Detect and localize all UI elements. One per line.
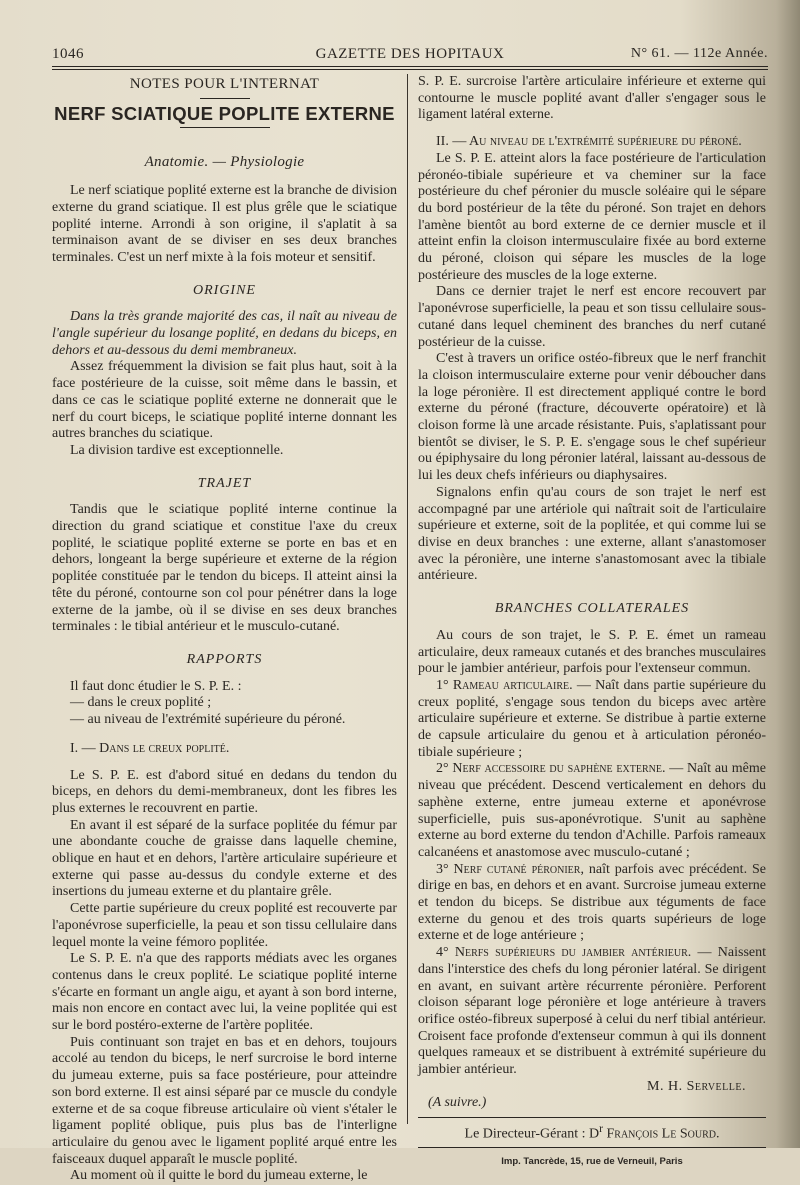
header-rule-top xyxy=(52,66,768,67)
to-be-continued: (A suivre.) xyxy=(428,1095,487,1111)
section-rapports: RAPPORTS xyxy=(186,651,263,667)
title-rule xyxy=(200,98,250,99)
header-rule-bottom xyxy=(52,69,768,70)
director-line xyxy=(418,1121,766,1143)
paragraph-intro: Le nerf sciatique poplité externe est la branche de division externe du grand sciatique. Il est plus grêle que le sciatique poplité interne. Arrondi à son origine, il s'aplatit à sa terminaison avant de se diviser en ses deux branches terminales. C'est un nerf mixte à la fois moteur et sensitif. xyxy=(52,183,397,265)
director-name: François Le Sourd. xyxy=(606,1126,720,1142)
branch-3-text: naît parfois avec précédent. Se dirige en bas, en dehors et en avant. Surcroise jumeau externe et tendon du biceps. Se distribue aux téguments de face externe du genou et des trois quarts supérieurs de loge externe et de loge antérieure ; xyxy=(418,861,766,944)
director-prefix: Le Directeur-Gérant : D xyxy=(464,1126,600,1142)
paragraph-branch-2 xyxy=(418,761,766,861)
right-column xyxy=(418,74,766,1170)
section-anatomie: Anatomie. — Physiologie xyxy=(144,154,305,171)
paragraph-creux-2: En avant il est séparé de la surface poplitée du fémur par une abondante couche de graisse dans laquelle chemine, oblique en haut et en dehors, l'artère articulaire supérieure et externe qui passe au-dessus du condyle externe et des insertions du jumeau externe et du plantaire grêle. xyxy=(52,817,397,900)
branch-2-heading: 2° Nerf accessoire du saphène externe. xyxy=(436,761,666,777)
paragraph-branch-4 xyxy=(418,945,766,1079)
paragraph-rapports-1: Il faut donc étudier le S. P. E. : xyxy=(70,678,242,694)
section-branches-collaterales: BRANCHES COLLATERALES xyxy=(494,601,690,617)
paragraph-perone-4: Signalons enfin qu'au cours de son trajet le nerf est accompagné par une artériole qui naîtrait soit de l'articulaire supérieure et externe, soit de la poplitée, et qui comme lui se divise en deux branches : une externe, allant s'anastomoser avec la péronière, une interne s'anastomosant avec la tibiale antérieure. xyxy=(418,484,766,584)
paragraph-origine-2: Assez fréquemment la division se fait plus haut, soit à la face postérieure de la cuisse, soit même dans le bassin, et dans ce cas le sciatique poplité externe ne donnerait que le nerf du court biceps, le sciatique poplité interne donnant les autres branches du sciatique. xyxy=(52,359,397,442)
left-column xyxy=(52,74,397,1185)
paragraph-perone-3: C'est à travers un orifice ostéo-fibreux que le nerf franchit la cloison intermusculaire externe pour venir déboucher dans la loge péronière. Il est directement appliqué contre le bord externe du péroné (fracture, découverte opératoire) et là cloison forme là une arcade résistante. Puis, s'aplatissant pour bientôt se diviser, le S. P. E. s'engage sous le chef supérieur ou épiphysaire du long péronier latéral, laissant au-dessous de lui les deux chefs inférieurs ou diaphysaires. xyxy=(418,351,766,484)
branch-1-text: — Naît dans partie supérieure du creux poplité, s'engage sous tendon du biceps avec artère articulaire supérieure et externe. Se distribue à partie externe de capsule articulaire du genou et à articulation péronéo-tibiale supérieure ; xyxy=(418,677,766,760)
author-signature: M. H. Servelle. xyxy=(647,1078,746,1094)
branch-4-heading: 4° Nerfs supérieurs du jambier antérieur. xyxy=(436,945,692,961)
paragraph-creux-6: Au moment où il quitte le bord du jumeau externe, le xyxy=(70,1168,368,1184)
paragraph-rapports-2: — dans le creux poplité ; xyxy=(70,695,212,711)
footer-rule-2 xyxy=(418,1147,766,1148)
director-sup: r xyxy=(599,1122,603,1136)
paragraph-rapports-3: — au niveau de l'extrémité supérieure du péroné. xyxy=(70,712,346,728)
branch-1-heading: 1° Rameau articulaire. xyxy=(436,677,573,693)
footer-rule xyxy=(418,1117,766,1118)
paragraph-perone-1: Le S. P. E. atteint alors la face postérieure de l'articulation péronéo-tibiale supérieure et va cheminer sur la face postérieure du chef péronier du muscle soléaire qui le sépare du bord postérieur de la tête du péroné. Son trajet en dehors l'amène bientôt au bord externe de ce dernier muscle et il atteint enfin la cloison intermusculaire fixée au bord externe du péroné, cloison qui sépare les muscles de la loge postérieure des muscles de la loge externe. xyxy=(418,150,766,283)
paragraph-continued: S. P. E. surcroise l'artère articulaire inférieure et externe qui contourne le muscle poplité avant d'aller s'engager sous le ligament latéral externe. xyxy=(418,74,766,123)
article-title: NERF SCIATIQUE POPLITE EXTERNE xyxy=(54,102,395,124)
branch-3-heading: 3° Nerf cutané péronier, xyxy=(436,861,584,877)
subsection-creux-poplite: I. — Dans le creux poplité. xyxy=(70,740,230,756)
imprint: Imp. Tancrède, 15, rue de Verneuil, Paris xyxy=(501,1155,683,1167)
article-title-rule xyxy=(180,127,270,128)
column-divider xyxy=(407,74,408,1124)
paragraph-perone-2: Dans ce dernier trajet le nerf est encore recouvert par l'aponévrose superficielle, la peau et son tissu cellulaire sous-cutané dans lequel cheminent des branches du nerf cutané postérieur de la cuisse. xyxy=(418,284,766,350)
paragraph-branch-3 xyxy=(418,862,766,946)
paragraph-creux-4: Le S. P. E. n'a que des rapports médiats avec les organes contenus dans le creux poplité. Le sciatique poplité interne s'écarte en formant un angle aigu, et ayant à son bord interne, mais non encore en contact avec lui, la veine poplitée qui est sur le bord postéro-externe de l'artère poplitée. xyxy=(52,951,397,1034)
section-origine: ORIGINE xyxy=(193,282,256,298)
paragraph-branches-intro: Au cours de son trajet, le S. P. E. émet un rameau articulaire, deux rameaux cutanés et des branches musculaires pour le jambier antérieur, parfois pour l'extenseur commun. xyxy=(418,627,766,677)
branch-4-text: — Naissent dans l'interstice des chefs du long péronier latéral. Se dirigent en avant, en suivant artère récurrente péronière. Perforent cloison séparant loge péronière et loge antérieure à travers orifice ostéo-fibreux superposé à celui du nerf tibial antérieur. Croisent face profonde d'extenseur commun à qui ils donnent quelques rameaux et se distribuent à extrémité supérieure du jambier antérieur. xyxy=(418,945,766,1078)
page-number: 1046 xyxy=(52,46,84,62)
paragraph-creux-3: Cette partie supérieure du creux poplité est recouverte par l'aponévrose superficielle, la peau et son tissu cellulaire dans lequel monte la veine fémoro poplitée. xyxy=(52,901,397,950)
paragraph-creux-1: Le S. P. E. est d'abord situé en dedans du tendon du biceps, en dehors du demi-membraneux, dont les fibres les plus externes le recouvrent en partie. xyxy=(52,767,397,816)
paragraph-origine-3: La division tardive est exceptionnelle. xyxy=(70,442,284,458)
subsection-perone: II. — Au niveau de l'extrémité supérieure du péroné. xyxy=(436,134,742,150)
paragraph-origine-1: Dans la très grande majorité des cas, il naît au niveau de l'angle supérieur du losange poplité, en dedans du biceps, en dehors et au-dessous du demi membraneux. xyxy=(52,309,397,358)
paragraph-creux-5: Puis continuant son trajet en bas et en dehors, toujours accolé au tendon du biceps, le nerf surcroise le bord interne du jumeau externe, puis sa face postérieure, pour atteindre son bord externe. Il est ainsi séparé par ce muscle du condyle externe et de sa coque fibreuse articulaire où vient s'étaler le ligament poplité oblique, puis plus bas de l'interligne articulaire du genou avec le ligament poplité arqué entre les faisceaux duquel apparaît le muscle poplité. xyxy=(52,1034,397,1167)
journal-title: GAZETTE DES HOPITAUX xyxy=(315,46,505,62)
branch-2-text: — Naît au même niveau que précédent. Descend verticalement en dehors du saphène externe, entre jumeau externe et aponévrose superficielle, puis sus-aponévrotique. S'unit au saphène externe au bord externe du tendon d'Achille. Parfois rameaux calcanéens et anastomose avec musculo-cutané ; xyxy=(418,761,766,860)
section-trajet: TRAJET xyxy=(197,475,252,491)
paragraph-branch-1 xyxy=(418,678,766,762)
issue-number: N° 61. — 112e Année. xyxy=(630,46,768,61)
notes-title: NOTES POUR L'INTERNAT xyxy=(129,76,320,92)
paragraph-trajet: Tandis que le sciatique poplité interne continue la direction du grand sciatique et constitue l'axe du creux poplité, le sciatique poplité externe se porte en bas et en dehors, longeant la berge supérieure et externe de la région poplitée constituée par le tendon du biceps. Il atteint ainsi la tête du péroné, contourne son col pour pénétrer dans la loge externe de la jambe, où il se divise en ses deux branches terminales : le tibial antérieur et le musculo-cutané. xyxy=(52,502,397,635)
page-header xyxy=(52,46,768,64)
